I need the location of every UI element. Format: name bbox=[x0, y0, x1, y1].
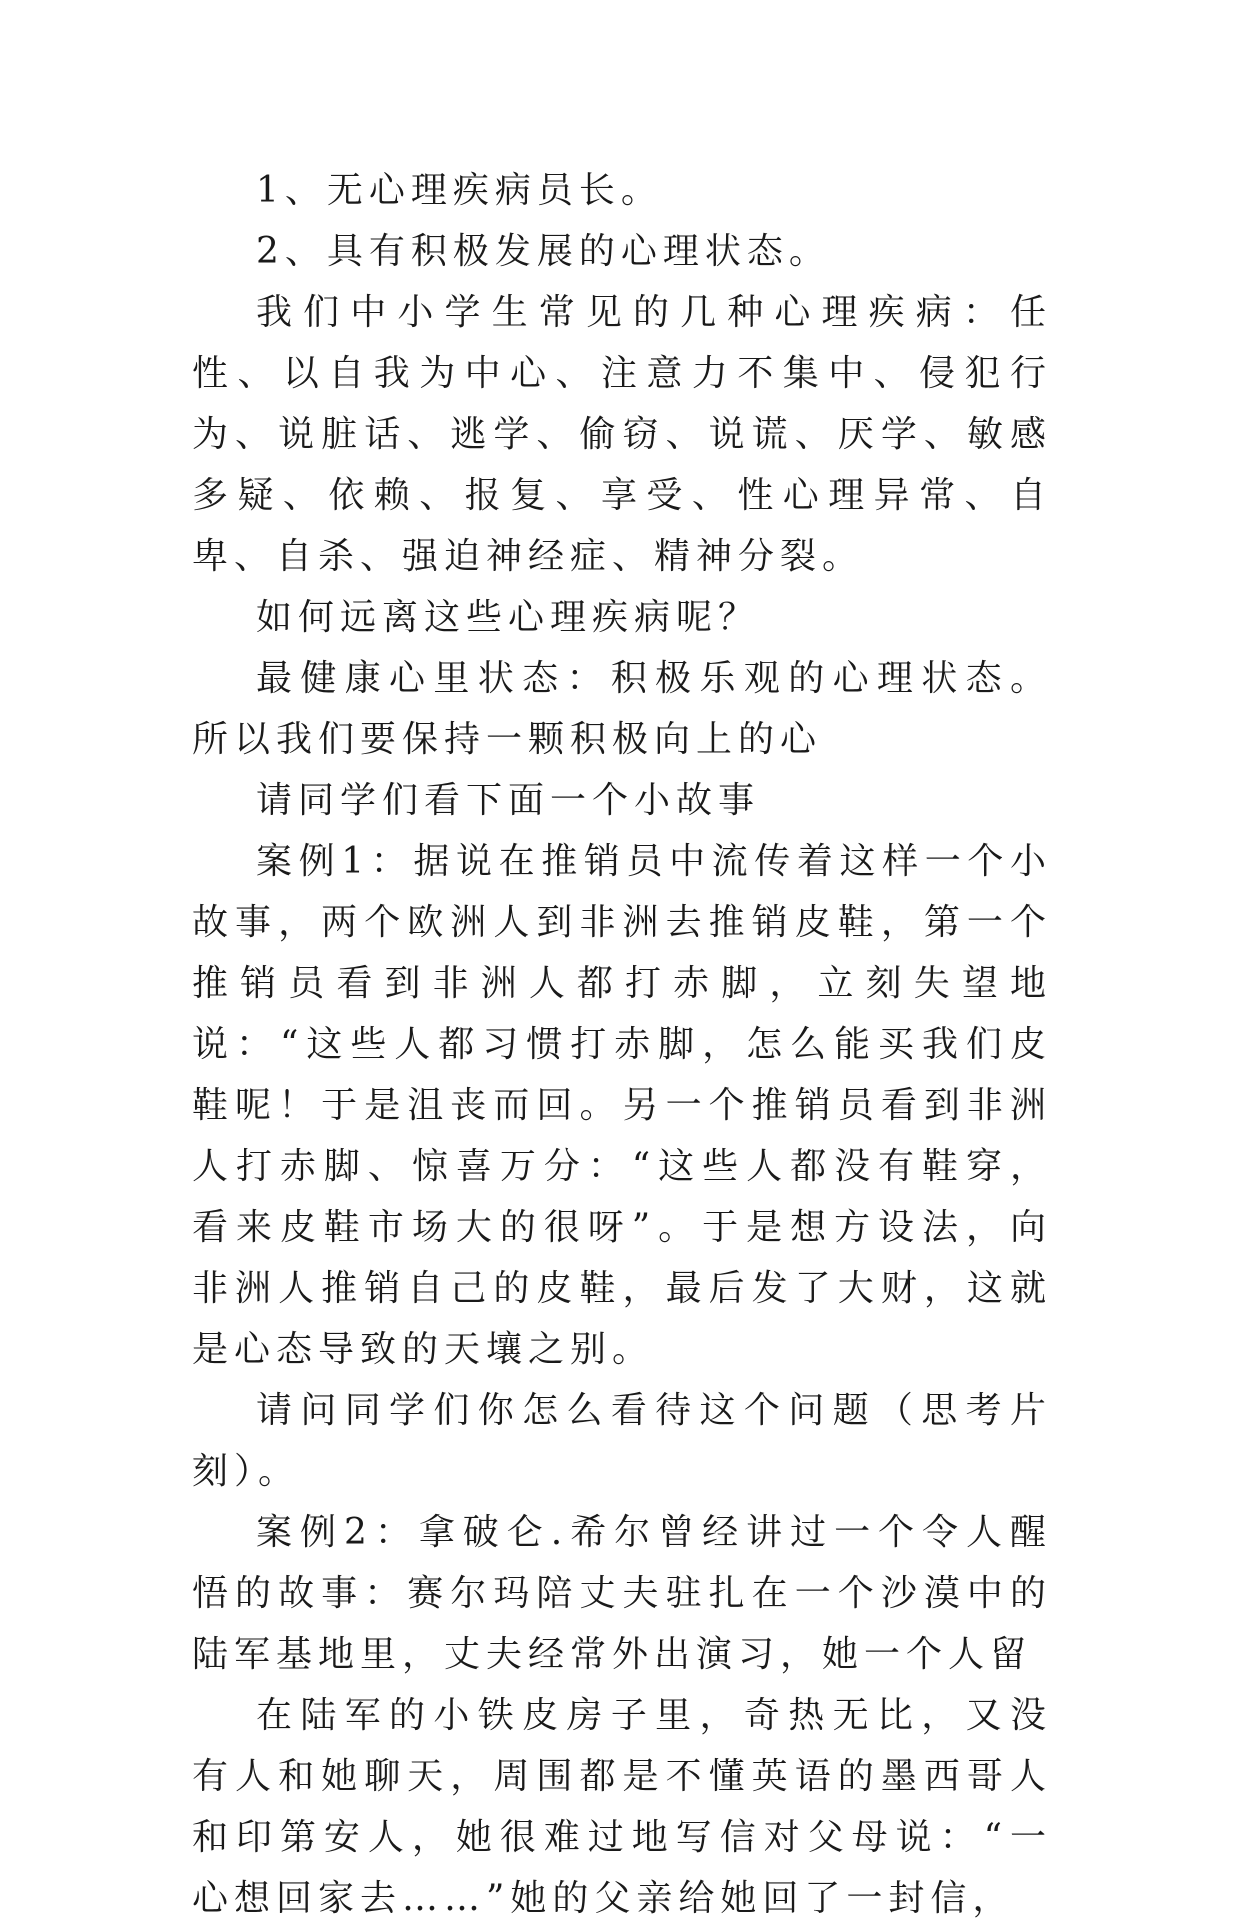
paragraph-5: 最健康心里状态：积极乐观的心理状态。所以我们要保持一颗积极向上的心 bbox=[192, 658, 1052, 760]
paragraph-7: 案例1：据说在推销员中流传着这样一个小故事，两个欧洲人到非洲去推销皮鞋，第一个推销员看到非洲人都打赤脚，立刻失望地说：“这些人都习惯打赤脚，怎么能买我们皮鞋呢！于是沮丧而回。另一个推销员看到非洲人打赤脚、惊喜万分：“这些人都没有鞋穿，看来皮鞋市场大的很呀”。于是想方设法，向非洲人推销自己的皮鞋，最后发了大财，这就是心态导致的天壤之别。 bbox=[192, 841, 1052, 1370]
paragraph-9: 案例2：拿破仑.希尔曾经讲过一个令人醒悟的故事：赛尔玛陪丈夫驻扎在一个沙漠中的陆军基地里，丈夫经常外出演习，她一个人留 bbox=[192, 1512, 1052, 1675]
paragraph-2: 2、具有积极发展的心理状态。 bbox=[256, 231, 831, 272]
paragraph-3: 我们中小学生常见的几种心理疾病：任性、以自我为中心、注意力不集中、侵犯行为、说脏话、逃学、偷窃、说谎、厌学、敏感多疑、依赖、报复、享受、性心理异常、自卑、自杀、强迫神经症、精神分裂。 bbox=[192, 292, 1052, 577]
paragraph-10: 在陆军的小铁皮房子里，奇热无比，又没有人和她聊天，周围都是不懂英语的墨西哥人和印第安人，她很难过地写信对父母说：“一心想回家去……”她的父亲给她回了一封信， bbox=[192, 1695, 1052, 1919]
paragraph-6: 请同学们看下面一个小故事 bbox=[256, 780, 761, 821]
document-body bbox=[192, 160, 1052, 1929]
paragraph-1: 1、无心理疾病员长。 bbox=[256, 170, 663, 211]
paragraph-4: 如何远离这些心理疾病呢？ bbox=[256, 597, 761, 638]
paragraph-8: 请问同学们你怎么看待这个问题（思考片刻）。 bbox=[192, 1390, 1052, 1492]
